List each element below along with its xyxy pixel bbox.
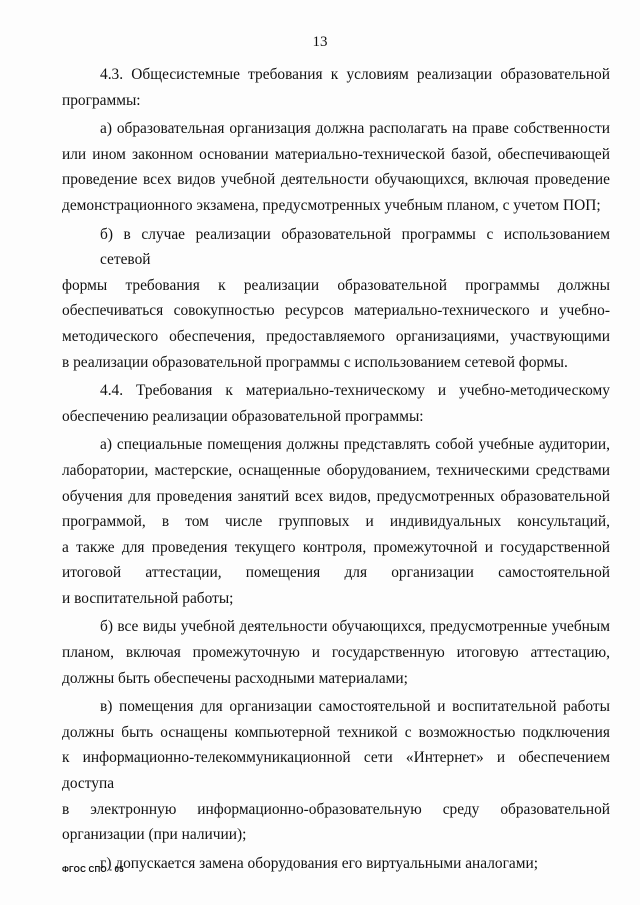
document-body <box>62 62 610 876</box>
text-line: планом, включая промежуточную и государственную итоговую аттестацию, <box>62 644 610 662</box>
text-line: а) специальные помещения должны представлять собой учебные аудитории, <box>100 436 610 454</box>
section-heading-4-3: 4.3. Общесистемные требования к условиям реализации образовательной <box>100 66 610 83</box>
page-number: 13 <box>312 34 328 50</box>
text-line: в электронную информационно-образовательную среду образовательной <box>62 800 610 818</box>
text-line: б) в случае реализации образовательной программы с использованием сетевой <box>100 225 610 269</box>
text-line: или ином законном основании материально-технической базой, обеспечивающей <box>62 145 610 163</box>
text-line: проведение всех видов учебной деятельности обучающихся, включая проведение <box>62 171 610 189</box>
text-line: г) допускается замена оборудования его виртуальными аналогами; <box>100 854 538 872</box>
text-line: обеспечению реализации образовательной программы: <box>62 407 424 425</box>
text-line: обучения для проведения занятий всех видов, предусмотренных образовательной <box>62 487 610 505</box>
text-line: б) все виды учебной деятельности обучающихся, предусмотренные учебным <box>100 618 610 636</box>
text-line: а также для проведения текущего контроля, промежуточной и государственной <box>62 538 610 556</box>
text-line: должны быть оснащены компьютерной техникой с возможностью подключения <box>62 723 610 741</box>
text-line: в реализации образовательной программы с использованием сетевой формы. <box>62 353 568 371</box>
text-line: демонстрационного экзамена, предусмотренных учебным планом, с учетом ПОП; <box>62 196 601 214</box>
text-line: итоговой аттестации, помещения для организации самостоятельной <box>62 564 610 582</box>
text-line: обеспечиваться совокупностью ресурсов материально-технического и учебно- <box>62 302 610 320</box>
text-line: формы требования к реализации образовательной программы должны <box>62 276 610 294</box>
text-line: а) образовательная организация должна располагать на праве собственности <box>100 120 610 138</box>
text-line: и воспитательной работы; <box>62 589 234 607</box>
text-line: к информационно-телекоммуникационной сети «Интернет» и обеспечением доступа <box>62 749 610 793</box>
section-heading-4-4: 4.4. Требования к материально-техническому и учебно-методическому <box>100 382 610 400</box>
text-line: лаборатории, мастерские, оснащенные оборудованием, техническими средствами <box>62 461 610 479</box>
text-line: должны быть обеспечены расходными материалами; <box>62 669 408 687</box>
footer-code: ФГОС СПО - 05 <box>62 865 124 874</box>
text-line: организации (при наличии); <box>62 826 247 844</box>
text-line: программы: <box>62 91 141 109</box>
text-line: программой, в том числе групповых и индивидуальных консультаций, <box>62 513 610 531</box>
text-line: методического обеспечения, предоставляемого организациями, участвующими <box>62 327 610 345</box>
text-line: в) помещения для организации самостоятельной и воспитательной работы <box>100 698 610 716</box>
